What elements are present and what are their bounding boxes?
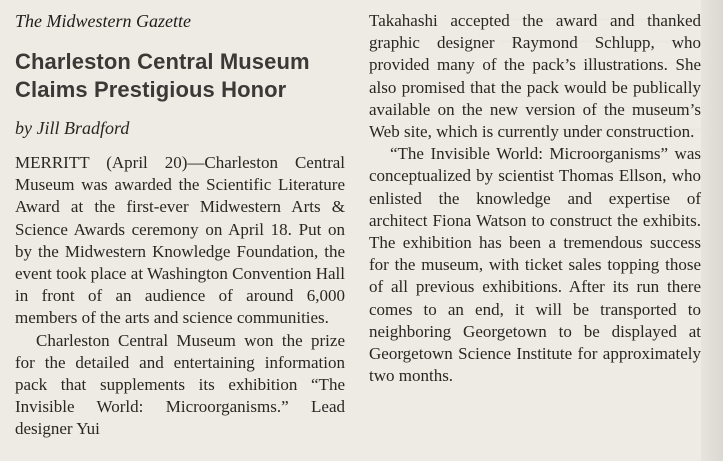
article-paragraph-3: “The Invisible World: Microorganisms” was conceptualized by scientist Thomas Ellson, who enlisted the knowledge and expertise of architect Fiona Watson to construct the exhibits. The exhibition has been a tremendous success for the museum, with ticket sales topping those of all previous exhibitions. After its run there comes to an end, it will be transported to neighboring Georgetown to be displayed at Georgetown Science Institute for approximately two months. xyxy=(369,144,701,386)
article-column-left xyxy=(15,152,345,441)
publication-name: The Midwestern Gazette xyxy=(15,11,191,31)
article-column-right xyxy=(369,10,701,387)
page-edge-shadow xyxy=(701,0,723,461)
article-paragraph-2-start: Charleston Central Museum won the prize for the detailed and entertaining information pack that supplements its exhibition “The Invisible World: Microorganisms.” Lead designer Yui xyxy=(15,330,345,439)
article-paragraph-2-continued: Takahashi accepted the award and thanked graphic designer Raymond Schlupp, who provided many of the pack’s illustrations. She also promised that the pack would be publically available on the new version of the museum’s Web site, which is currently under construction. xyxy=(369,11,701,142)
article-paragraph-1: MERRITT (April 20)—Charleston Central Museum was awarded the Scientific Literature Award at the first-ever Midwestern Arts & Science Awards ceremony on April 18. Put on by the Midwestern Knowledge Foundation, the event took place at Washington Convention Hall in front of an audience of around 6,000 members of the arts and science communities. xyxy=(15,153,345,328)
article-byline: by Jill Bradford xyxy=(15,118,130,138)
article-headline: Charleston Central Museum Claims Prestigious Honor xyxy=(15,49,310,102)
